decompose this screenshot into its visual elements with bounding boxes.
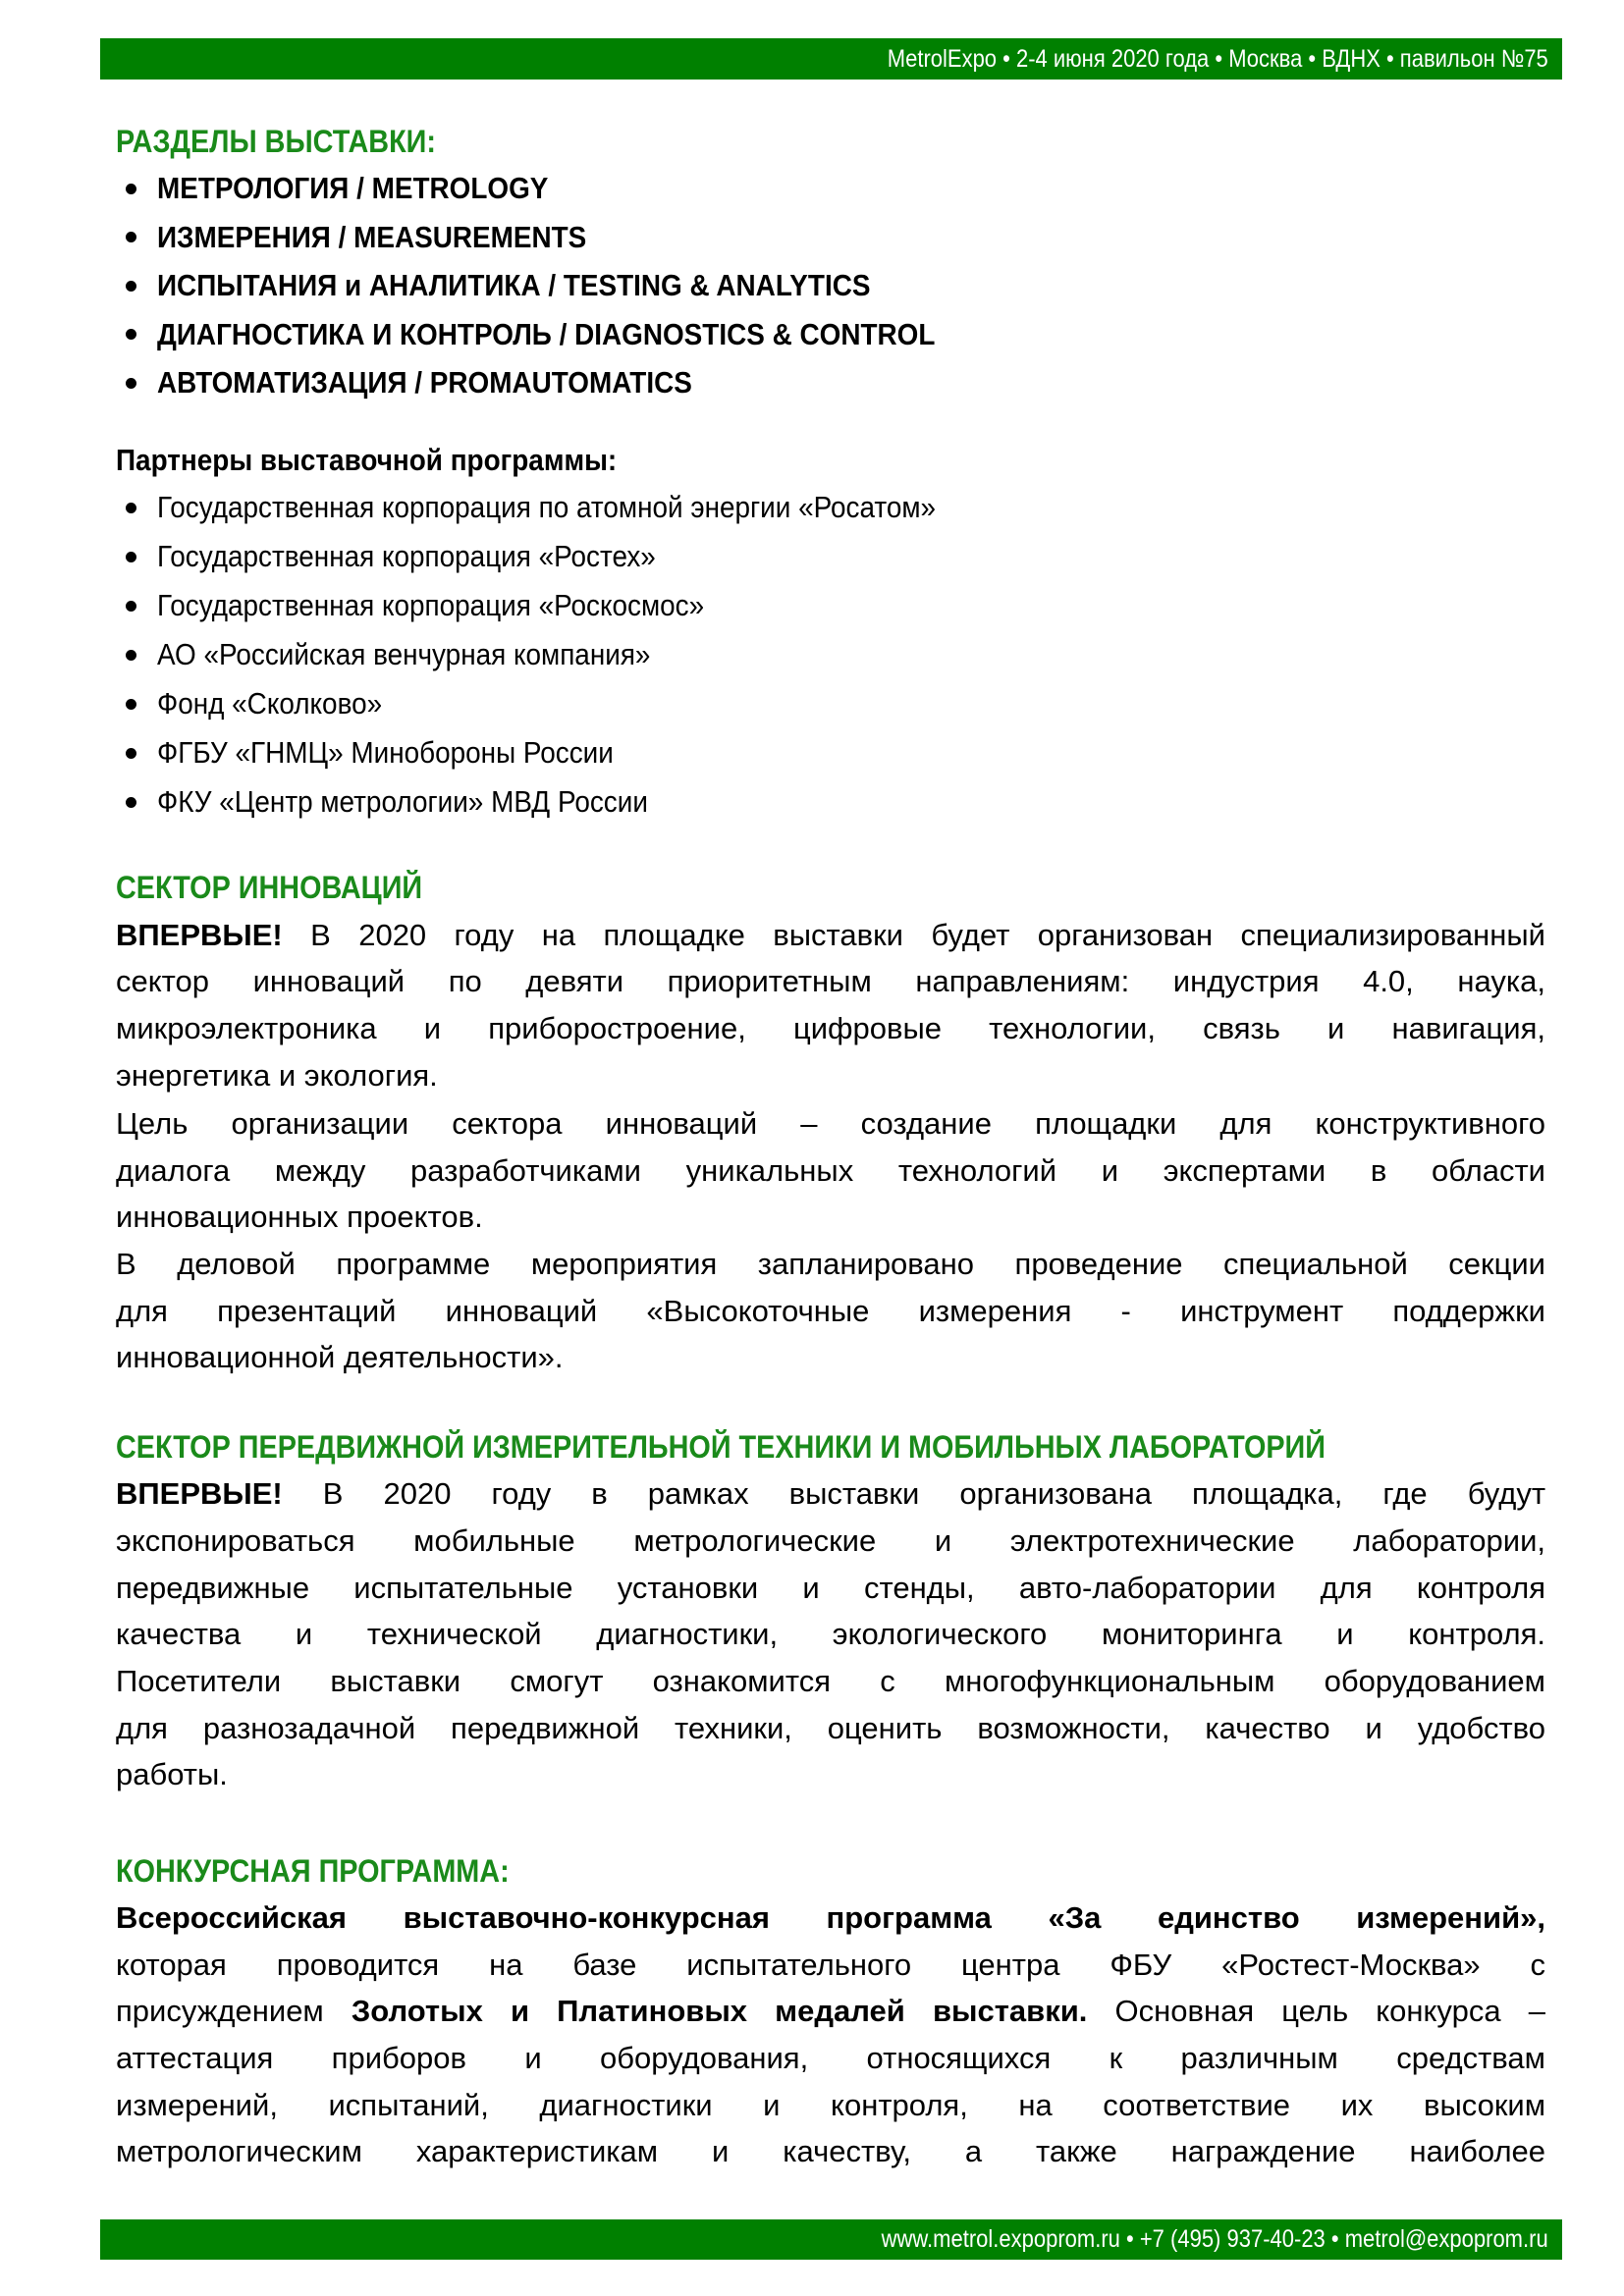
section-item-text: ДИАГНОСТИКА И КОНТРОЛЬ / DIAGNOSTICS & CONTROL <box>157 316 936 351</box>
sections-title: РАЗДЕЛЫ ВЫСТАВКИ: <box>116 124 436 159</box>
paragraph-line-text <box>116 2035 1545 2082</box>
paragraph-line-text <box>116 1751 228 1798</box>
paragraph-text: присуждением <box>116 1994 352 2028</box>
paragraph-text: для разнозадачной передвижной техники, оценить возможности, качество и удобство <box>116 1711 1546 1745</box>
bullet-dot <box>126 503 136 513</box>
paragraph-text: измерений, испытаний, диагностики и контроля, на соответствие их высоким <box>116 2088 1546 2122</box>
partner-item-text: Фонд «Сколково» <box>157 686 383 721</box>
bullet-dot <box>126 232 136 242</box>
paragraph-line <box>116 1750 1545 1797</box>
partner-item <box>116 582 1545 629</box>
paragraph-line <box>116 1240 1545 1287</box>
paragraph-line-text <box>116 1611 1545 1658</box>
partner-item-text: Государственная корпорация «Ростех» <box>157 539 656 573</box>
bullet-dot <box>126 748 136 759</box>
paragraph-text: метрологическим характеристикам и качеству, а также награждение наиболее <box>116 2134 1546 2168</box>
bullet-icon <box>116 359 145 406</box>
paragraph-text: сектор инноваций по девяти приоритетным направлениям: индустрия 4.0, наука, <box>116 964 1545 998</box>
paragraph-line <box>116 1469 1545 1517</box>
partner-item-text: Государственная корпорация по атомной энергии «Росатом» <box>157 490 937 524</box>
header-bar <box>100 38 1562 80</box>
paragraph-text: В 2020 году в рамках выставки организована площадка, где будут <box>282 1476 1546 1511</box>
bullet-icon <box>116 214 145 261</box>
paragraph-line <box>116 1941 1545 1988</box>
partner-item <box>116 729 1545 776</box>
partner-item <box>116 533 1545 580</box>
paragraph-text: передвижные испытательные установки и стенды, авто-лаборатории для контроля <box>116 1571 1545 1605</box>
paragraph-text: для презентаций инноваций «Высокоточные измерения - инструмент поддержки <box>116 1294 1545 1328</box>
paragraph-line <box>116 1333 1545 1380</box>
partner-item-text: Государственная корпорация «Роскосмос» <box>157 588 705 622</box>
section-item-text: ИЗМЕРЕНИЯ / MEASUREMENTS <box>157 219 587 254</box>
paragraph-line <box>116 1099 1545 1147</box>
bullet-dot <box>126 281 136 292</box>
section-item <box>116 165 1545 212</box>
paragraph-line-text <box>116 912 1545 959</box>
paragraph-line <box>116 1564 1545 1611</box>
bullet-icon <box>116 533 145 580</box>
bullet-icon <box>116 680 145 727</box>
paragraph-text: В 2020 году на площадке выставки будет организован специализированный <box>282 918 1545 952</box>
paragraph-line-text <box>116 1658 1545 1705</box>
bullet-dot <box>126 378 136 389</box>
section-item-text: МЕТРОЛОГИЯ / METROLOGY <box>157 171 549 205</box>
paragraph-text: Цель организации сектора инноваций – создание площадки для конструктивного <box>116 1106 1545 1141</box>
bullet-icon <box>116 484 145 531</box>
mobile-title: СЕКТОР ПЕРЕДВИЖНОЙ ИЗМЕРИТЕЛЬНОЙ ТЕХНИКИ И МОБИЛЬНЫХ ЛАБОРАТОРИЙ <box>116 1429 1326 1465</box>
paragraph-line <box>116 911 1545 958</box>
bullet-dot <box>126 601 136 612</box>
paragraph-text: В деловой программе мероприятия запланировано проведение специальной секции <box>116 1247 1545 1281</box>
bullet-icon <box>116 582 145 629</box>
paragraph-line-text <box>116 958 1545 1005</box>
bullet-dot <box>126 699 136 710</box>
bullet-icon <box>116 262 145 309</box>
innovation-heading <box>116 864 1545 911</box>
paragraph-line-text <box>116 1194 483 1241</box>
partners-title: Партнеры выставочной программы: <box>116 443 618 477</box>
bullet-icon <box>116 729 145 776</box>
paragraph-line-text <box>116 2128 1545 2175</box>
paragraph-line <box>116 1004 1545 1051</box>
bullet-icon <box>116 165 145 212</box>
paragraph-line <box>116 1193 1545 1240</box>
paragraph-text: Посетители выставки смогут ознакомится с многофункциональным оборудованием <box>116 1664 1545 1698</box>
partner-item-text: АО «Российская венчурная компания» <box>157 637 651 671</box>
first-time-label: ВПЕРВЫЕ! <box>116 1476 283 1511</box>
paragraph-text: микроэлектроника и приборостроение, цифровые технологии, связь и навигация, <box>116 1011 1546 1045</box>
section-item <box>116 359 1545 406</box>
contest-program-name: Всероссийская выставочно-конкурсная программа «За единство измерений», <box>116 1900 1545 1935</box>
paragraph-text: инновационной деятельности». <box>116 1340 564 1374</box>
innovation-title: СЕКТОР ИННОВАЦИЙ <box>116 870 423 905</box>
header-text: MetrolExpo • 2-4 июня 2020 года • Москва • ВДНХ • павильон №75 <box>887 44 1548 73</box>
paragraph-line-text <box>116 1100 1545 1148</box>
paragraph-line-text <box>116 1052 438 1099</box>
paragraph-line-text <box>116 1518 1545 1565</box>
paragraph-line-text <box>116 1470 1545 1518</box>
paragraph-line <box>116 1610 1545 1657</box>
partner-item-text: ФГБУ «ГНМЦ» Минобороны России <box>157 735 614 770</box>
paragraph-line-text <box>116 1705 1545 1752</box>
mobile-heading <box>116 1423 1545 1470</box>
paragraph-line-text <box>116 1895 1545 1942</box>
paragraph-line-text <box>116 1288 1545 1335</box>
paragraph-text: Основная цель конкурса – <box>1087 1994 1545 2028</box>
paragraph-line-text <box>116 1988 1545 2035</box>
paragraph-line <box>116 1147 1545 1194</box>
paragraph-text: аттестация приборов и оборудования, относящихся к различным средствам <box>116 2041 1545 2075</box>
paragraph-text: которая проводится на базе испытательного центра ФБУ «Ростест-Москва» с <box>116 1948 1546 1982</box>
bullet-dot <box>126 184 136 194</box>
partners-heading <box>116 436 1545 483</box>
section-item <box>116 214 1545 261</box>
section-item <box>116 311 1545 358</box>
section-item-text: АВТОМАТИЗАЦИЯ / PROMAUTOMATICS <box>157 365 692 400</box>
section-item <box>116 262 1545 309</box>
section-item-text: ИСПЫТАНИЯ и АНАЛИТИКА / TESTING & ANALYTICS <box>157 268 871 302</box>
paragraph-line-text <box>116 1148 1545 1195</box>
contest-title: КОНКУРСНАЯ ПРОГРАММА: <box>116 1853 510 1889</box>
bullet-icon <box>116 778 145 826</box>
paragraph-line-text <box>116 2082 1545 2129</box>
paragraph-line <box>116 2034 1545 2081</box>
paragraph-text: энергетика и экология. <box>116 1058 438 1093</box>
paragraph-line <box>116 1987 1545 2034</box>
partner-item-text: ФКУ «Центр метрологии» МВД России <box>157 784 648 819</box>
paragraph-line-text <box>116 1334 564 1381</box>
bullet-dot <box>126 650 136 661</box>
paragraph-line <box>116 1051 1545 1098</box>
bullet-dot <box>126 552 136 562</box>
partner-item <box>116 484 1545 531</box>
paragraph-line-text <box>116 1942 1545 1989</box>
partner-item <box>116 778 1545 826</box>
partner-item <box>116 680 1545 727</box>
bullet-icon <box>116 311 145 358</box>
paragraph-text: экспонироваться мобильные метрологические и электротехнические лаборатории, <box>116 1523 1545 1558</box>
paragraph-line <box>116 2127 1545 2174</box>
bullet-dot <box>126 797 136 808</box>
paragraph-line <box>116 1894 1545 1941</box>
paragraph-line <box>116 1704 1545 1751</box>
paragraph-text: качества и технической диагностики, экологического мониторинга и контроля. <box>116 1617 1546 1651</box>
paragraph-line-text <box>116 1565 1545 1612</box>
first-time-label: ВПЕРВЫЕ! <box>116 918 283 952</box>
paragraph-line <box>116 957 1545 1004</box>
contest-heading <box>116 1847 1545 1895</box>
paragraph-text: работы. <box>116 1757 228 1791</box>
medals-text: Золотых и Платиновых медалей выставки. <box>351 1994 1088 2028</box>
paragraph-text: инновационных проектов. <box>116 1200 483 1234</box>
partner-item <box>116 631 1545 678</box>
bullet-dot <box>126 329 136 340</box>
paragraph-line <box>116 1517 1545 1564</box>
paragraph-line <box>116 1287 1545 1334</box>
sections-heading <box>116 118 1545 165</box>
footer-bar <box>100 2219 1562 2260</box>
paragraph-text: диалога между разработчиками уникальных технологий и экспертами в области <box>116 1153 1545 1188</box>
bullet-icon <box>116 631 145 678</box>
paragraph-line-text <box>116 1005 1545 1052</box>
paragraph-line-text <box>116 1241 1545 1288</box>
footer-text: www.metrol.expoprom.ru • +7 (495) 937-40-23 • metrol@expoprom.ru <box>881 2225 1548 2253</box>
paragraph-line <box>116 2081 1545 2128</box>
paragraph-line <box>116 1657 1545 1704</box>
